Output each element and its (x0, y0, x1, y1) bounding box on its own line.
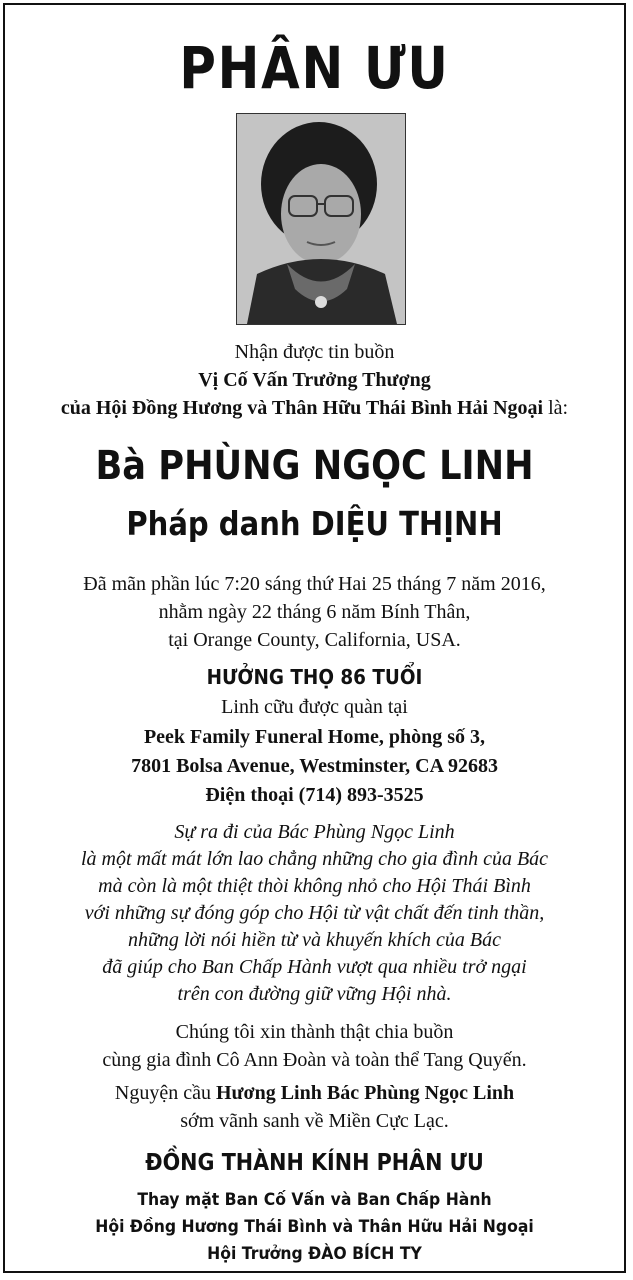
signature-line-1: Thay mặt Ban Cố Vấn và Ban Chấp Hành (137, 1190, 492, 1210)
tribute-line-4: với những sự đóng góp cho Hội từ vật chất đến tinh thần, (84, 902, 545, 924)
passing-line-1: Đã mãn phần lúc 7:20 sáng thứ Hai 25 tháng 7 năm 2016, (83, 573, 546, 595)
funeral-home: Peek Family Funeral Home, phòng số 3, (143, 726, 486, 748)
prayer-lead: Nguyện cầu (114, 1082, 216, 1104)
tribute-line-3: mà còn là một thiệt thòi không nhỏ cho Hội Thái Bình (98, 875, 531, 897)
age-line: HƯỞNG THỌ 86 TUỔI (206, 665, 423, 689)
condolence-line-1: Chúng tôi xin thành thật chia buồn (175, 1021, 454, 1043)
portrait-illustration (237, 114, 405, 324)
tribute-line-1: Sự ra đi của Bác Phùng Ngọc Linh (174, 821, 455, 843)
closing-line: ĐỒNG THÀNH KÍNH PHÂN ƯU (145, 1150, 484, 1176)
intro-line-3-tail: là: (543, 397, 569, 419)
funeral-line-1: Linh cữu được quàn tại (221, 696, 408, 718)
funeral-address: 7801 Bolsa Avenue, Westminster, CA 92683 (131, 755, 498, 777)
portrait-photo (236, 113, 406, 325)
tribute-line-5: những lời nói hiền từ và khuyến khích của Bác (128, 929, 501, 951)
notice-title: PHÂN ƯU (179, 34, 450, 102)
prayer-spirit: Hương Linh Bác Phùng Ngọc Linh (215, 1082, 515, 1104)
prayer-line-2: sớm vãnh sanh về Miền Cực Lạc. (180, 1110, 449, 1132)
passing-line-2: nhằm ngày 22 tháng 6 năm Bính Thân, (158, 601, 471, 623)
prayer-line-1 (5, 1080, 624, 1106)
deceased-name: Bà PHÙNG NGỌC LINH (95, 443, 534, 489)
condolence-line-2: cùng gia đình Cô Ann Đoàn và toàn thể Tang Quyến. (102, 1049, 527, 1071)
obituary-notice (3, 3, 626, 1273)
dharma-name: Pháp danh DIỆU THỊNH (126, 504, 503, 543)
intro-line-2: Vị Cố Vấn Trưởng Thượng (198, 369, 431, 391)
passing-line-3: tại Orange County, California, USA. (168, 629, 461, 651)
signature-line-3: Hội Trưởng ĐÀO BÍCH TY (207, 1244, 422, 1264)
intro-line-3 (5, 395, 624, 421)
tribute-line-2: là một mất mát lớn lao chẳng những cho gia đình của Bác (80, 848, 549, 870)
tribute-line-7: trên con đường giữ vững Hội nhà. (177, 983, 452, 1005)
intro-line-1: Nhận được tin buồn (234, 341, 395, 363)
association-name: của Hội Đồng Hương và Thân Hữu Thái Bình Hải Ngoại (60, 397, 544, 419)
tribute-line-6: đã giúp cho Ban Chấp Hành vượt qua nhiều trở ngại (102, 956, 527, 978)
funeral-phone: Điện thoại (714) 893-3525 (205, 784, 424, 806)
signature-line-2: Hội Đồng Hương Thái Bình và Thân Hữu Hải Ngoại (95, 1217, 534, 1237)
